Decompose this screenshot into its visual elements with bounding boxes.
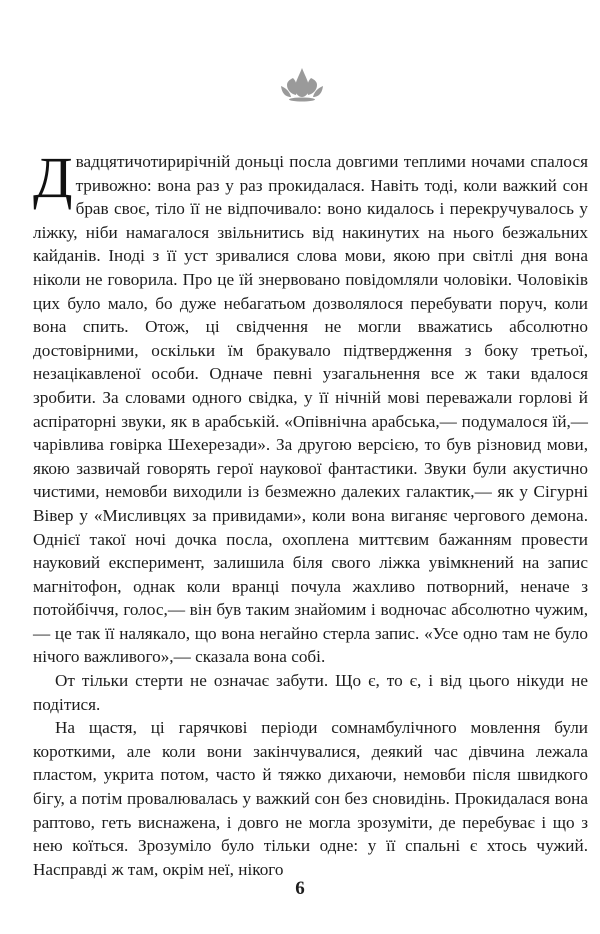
- page-number: 6: [295, 878, 305, 899]
- body-text: [33, 145, 588, 881]
- paragraph-3: На щастя, ці гарячкові періоди сомнамбулічного мовлення були короткими, але коли вони закінчувалися, деякий час дівчина лежала пластом, укрита потом, часто й тяжко дихаючи, немовби після швидкого бігу, а потім провалювалась у важкий сон без сновидінь. Прокидалася вона раптово, геть виснажена, і довго не могла зрозуміти, де перебуває і що з нею коїться. Зрозуміло було тільки одне: у її спальні є хтось чужий. Насправді ж там, окрім неї, нікого: [33, 718, 588, 879]
- lotus-ornament-icon: [279, 66, 325, 102]
- paragraph-text: вадцятичотирирічній доньці посла довгими теплими ночами спалося тривожно: вона раз у раз прокидалася. Навіть тоді, коли важкий сон брав своє, тіло її не відпочивало: воно кидалось і перекручувалось у ліжку, ніби намагалося звільнитись від накинутих на нього безжальних кайданів. Іноді з її уст зривалися слова мови, якою при світлі дня вона ніколи не говорила. Про це їй знервовано повідомляли чоловіки. Чоловіків цих було мало, бо дуже небагатьом дозволялося перебувати поруч, коли вона спить. Отож, ці свідчення не могли вважатись абсолютно достовірними, оскільки їм бракувало підтвердження з боку третьої, незацікавленої особи. Одначе певні узагальнення все ж таки вдалося зробити. За словами одного свідка, у її нічній мові переважали горлові й аспіраторні звуки, як в арабській. «Опівнічна арабська,— подумалося їй,— чарівлива говірка Шехерезади». За другою версією, то був різновид мови, якою зазвичай говорять герої наукової фантастики. Звуки були акустично чистими, немовби виходили із безмежно далеких галактик,— як у Сігурні Вівер у «Мисливцях за привидами», коли вона виганяє чергового демона. Однієї такої ночі дочка посла, охоплена миттєвим бажанням провести науковий експеримент, залишила біля свого ліжка увімкнений на запис магнітофон, однак коли вранці почула жахливо потворний, неначе з потойбіччя, голос,— він був таким знайомим і водночас абсолютно чужим,— це так її налякало, що вона негайно стерла запис. «Усе одно там не було нічого важливого»,— сказала вона собі.: [33, 152, 588, 667]
- drop-cap: Д: [33, 145, 73, 210]
- paragraph-1: [33, 145, 588, 669]
- paragraph-2: От тільки стерти не означає забути. Що є, то є, і від цього нікуди не подітися.: [33, 671, 588, 714]
